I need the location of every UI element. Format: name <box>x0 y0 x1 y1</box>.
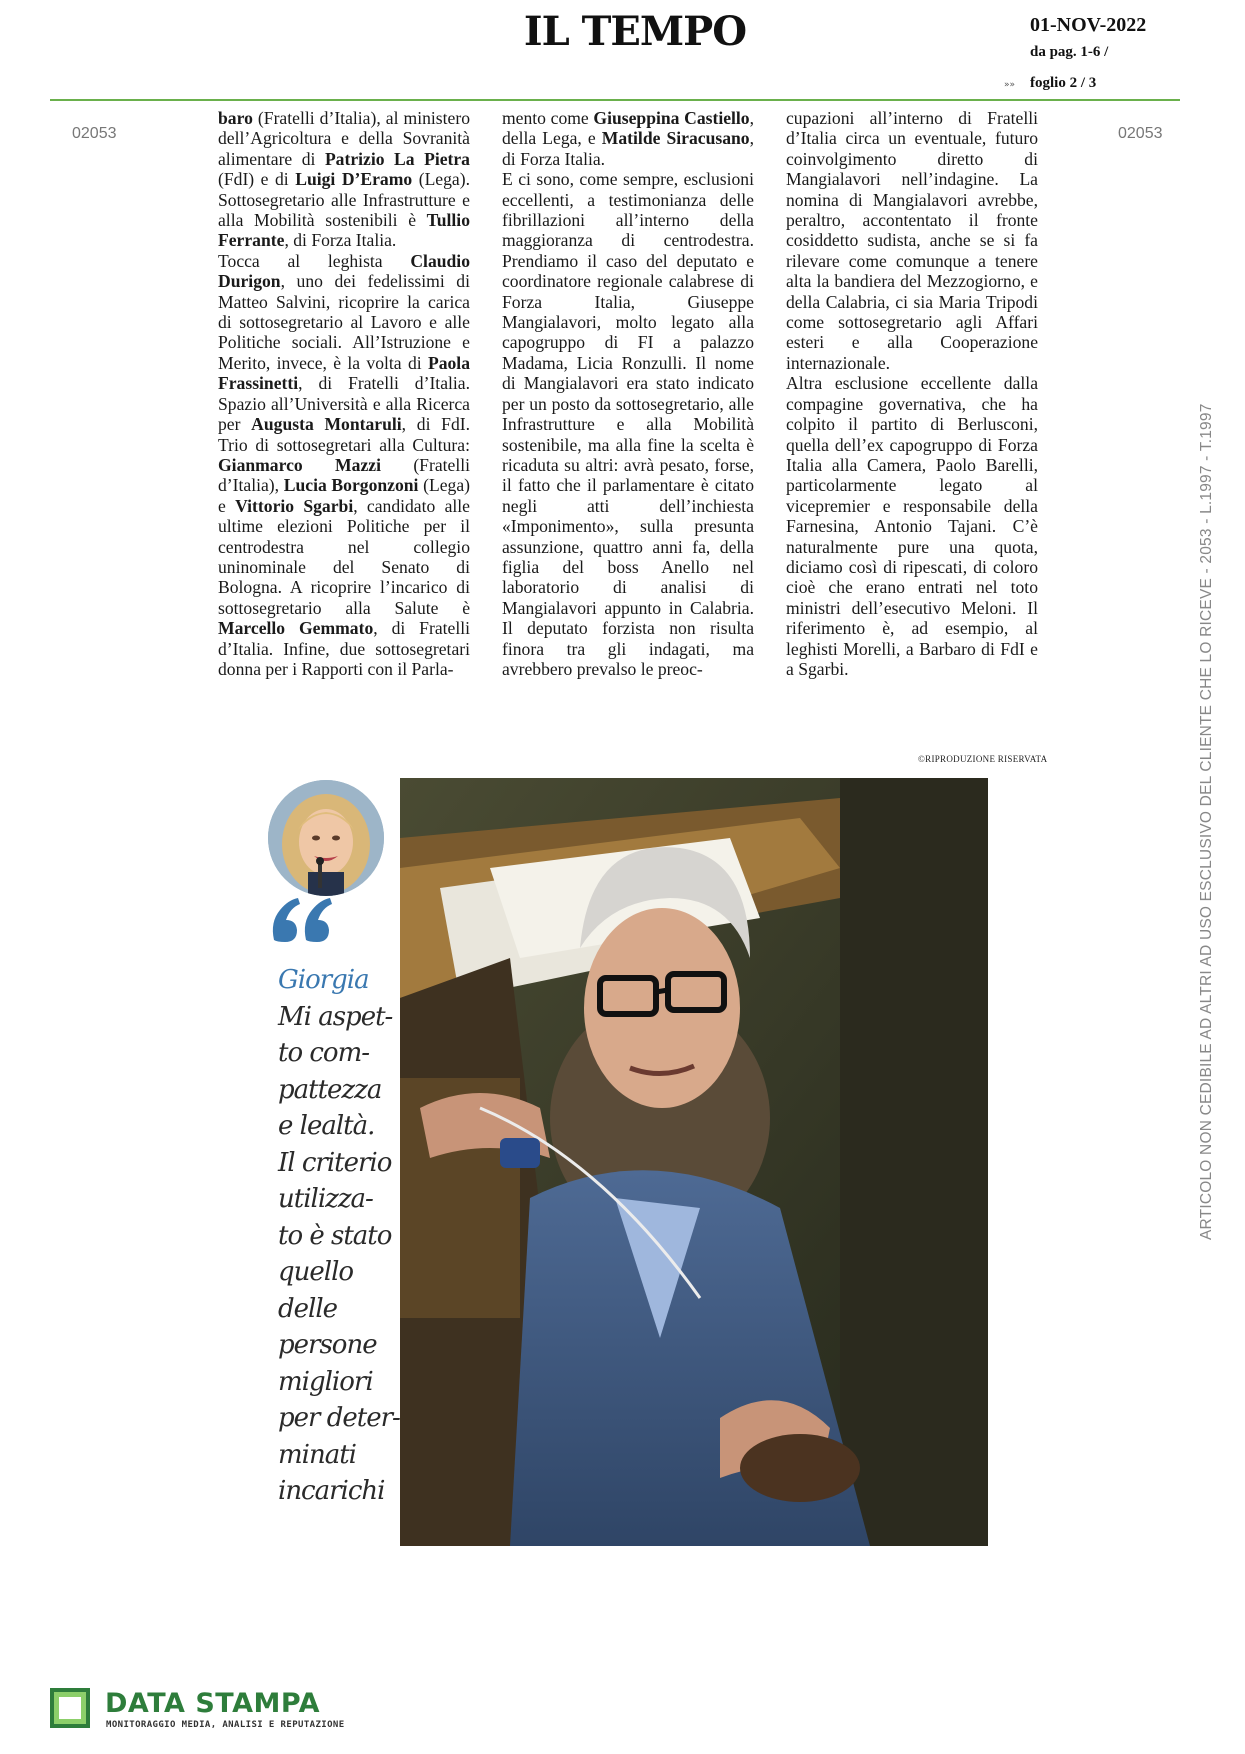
article-paragraph <box>218 251 470 680</box>
paragraph-text: (Fratelli d’Italia), <box>218 454 470 496</box>
quote-line: migliori <box>278 1366 373 1397</box>
article-paragraph <box>502 169 754 679</box>
person-name: Luigi D’Eramo <box>295 169 413 190</box>
article-paragraph <box>786 108 1038 373</box>
paragraph-text: (Lega). Sottosegretario alle Infrastrutture e alla Mobilità sostenibili è <box>218 169 470 231</box>
quote-line: utilizza- <box>278 1184 373 1214</box>
copyright-notice: ©RIPRODUZIONE RISERVATA <box>918 754 1048 764</box>
data-stamp-logo-icon <box>50 1688 90 1728</box>
page-range: da pag. 1-6 / <box>1030 44 1109 60</box>
person-name: baro <box>218 108 253 128</box>
pull-quote <box>278 962 408 1510</box>
person-name: Augusta Montaruli <box>251 414 402 435</box>
person-name: Matilde Siracusano <box>601 128 750 149</box>
arrow-marks: »» <box>1004 80 1016 90</box>
quote-line: per deter- <box>278 1403 400 1433</box>
paragraph-text: , di Fratelli d’Italia. Infine, due sottosegretari donna per i Rapporti con il Parla- <box>218 618 470 679</box>
person-name: Gianmarco Mazzi <box>218 454 381 475</box>
data-stamp-tagline: MONITORAGGIO MEDIA, ANALISI E REPUTAZIONE <box>106 1720 345 1730</box>
article-column-1 <box>218 108 470 679</box>
article-column-2 <box>502 108 754 679</box>
quote-line: delle <box>278 1293 338 1324</box>
client-code-left: 02053 <box>72 125 117 142</box>
paragraph-text: (FdI) e di <box>218 169 296 190</box>
quote-line: to è stato <box>278 1220 392 1251</box>
paragraph-text: , di FdI. Trio di sottosegretari alla Cultura: <box>218 414 470 455</box>
article-paragraph <box>786 373 1038 679</box>
quote-line: minati <box>278 1439 356 1470</box>
paragraph-text: (Fratelli d’Italia), al ministero dell’Agricoltura e della Sovranità alimentare di <box>218 108 470 169</box>
paragraph-text: , di Forza Italia. <box>284 230 397 251</box>
person-name: Giuseppina Castiello <box>593 108 750 128</box>
person-name: Patrizio La Pietra <box>324 148 470 169</box>
quote-line: to com- <box>278 1038 370 1068</box>
person-name: Claudio Durigon <box>218 250 470 292</box>
paragraph-text: Tocca al leghista <box>218 250 411 271</box>
sheet-number: foglio 2 / 3 <box>1030 75 1097 91</box>
person-name: Vittorio Sgarbi <box>235 495 354 516</box>
quote-line: persone <box>278 1330 377 1360</box>
article-paragraph <box>502 108 754 169</box>
masthead-logo: IL TEMPO <box>523 8 747 55</box>
article-photo <box>400 778 988 1546</box>
paragraph-text: , di Fratelli d’Italia. Spazio all’Università e alla Ricerca per <box>218 373 470 435</box>
paragraph-text: , candidato alle ultime elezioni Politiche per il centrodestra nel collegio uninominale del Senato di Bologna. A ricoprire l’incarico di sottosegretario alla Salute è <box>218 495 470 618</box>
quote-line: Il criterio <box>278 1147 392 1178</box>
paragraph-text: , di Forza Italia. <box>502 128 754 169</box>
quote-line: quello <box>278 1257 354 1287</box>
quote-mark-icon <box>270 896 334 946</box>
quote-author: Giorgia <box>278 965 369 995</box>
article-column-3 <box>786 108 1038 679</box>
client-code-right: 02053 <box>1118 125 1163 142</box>
quote-line: Mi aspet- <box>278 1001 393 1032</box>
person-name: Lucia Borgonzoni <box>283 475 419 496</box>
paragraph-text: (Lega) e <box>218 475 470 516</box>
quote-line: pattezza <box>278 1074 382 1105</box>
person-name: Marcello Gemmato <box>218 618 374 639</box>
paragraph-text: mento come <box>502 108 594 128</box>
quote-line: e lealtà. <box>278 1111 375 1141</box>
paragraph-text: cupazioni all’interno di Fratelli d’Italia circa un eventuale, futuro coinvolgimento diretto di Mangialavori nell’indagine. La nomina di Mangialavori avrebbe, peraltro, accontentato il fronte cosiddetto sudista, anche se si fa rilevare come comunque a tenere alta la bandiera del Mezzogiorno, e della Calabria, ci sia Maria Tripodi come sottosegretario agli Affari esteri e alla Cooperazione internazionale. <box>786 108 1038 373</box>
publication-date: 01-NOV-2022 <box>1030 14 1147 36</box>
person-name: Paola Frassinetti <box>218 352 470 394</box>
avatar-photo <box>268 780 384 896</box>
data-stamp-logo-name: DATA STAMPA <box>105 1688 321 1719</box>
paragraph-text: , della Lega, e <box>502 108 755 149</box>
article-paragraph <box>218 108 470 251</box>
person-name: Tullio Ferrante <box>218 210 470 251</box>
quote-line: incarichi <box>278 1476 385 1506</box>
paragraph-text: Altra esclusione eccellente dalla compagine governativa, che ha colpito il partito di Berlusconi, quella dell’ex capogruppo di Forza Italia alla Camera, Paolo Barelli, particolarmente legato al vicepremier e responsabile della Farnesina, Antonio Tajani. C’è naturalmente pure una quota, diciamo così di ripescati, di coloro cioè che erano entrati nel toto ministri dell’esecutivo Meloni. Il riferimento è, ad esempio, al leghisti Morelli, a Barbaro di FdI e a Sgarbi. <box>786 373 1038 679</box>
header-rule <box>50 99 1180 101</box>
paragraph-text: , uno dei fedelissimi di Matteo Salvini, ricoprire la carica di sottosegretario al Lavoro e alle Politiche sociali. All’Istruzione e Merito, invece, è la volta di <box>218 271 470 373</box>
paragraph-text: E ci sono, come sempre, esclusioni eccellenti, a testimonianza delle fibrillazioni all’interno della maggioranza di centrodestra. Prendiamo il caso del deputato e coordinatore regionale calabrese di Forza Italia, Giuseppe Mangialavori, molto legato alla capogruppo di FI a palazzo Madama, Licia Ronzulli. Il nome di Mangialavori era stato indicato per un posto da sottosegretario, alle Infrastrutture e alla Mobilità sostenibile, ma alla fine la scelta è ricaduta su altri: avrà pesato, forse, il fatto che il parlamentare è citato negli atti dell’inchiesta «Imponimento», sulla presunta assunzione, quattro anni fa, della figlia del boss Anello nel laboratorio di analisi di Mangialavori appunto in Calabria. Il deputato forzista non risulta finora tra gli indagati, ma avrebbero prevalso le preoc- <box>502 169 754 679</box>
rights-sidebar-text: ARTICOLO NON CEDIBILE AD ALTRI AD USO ESCLUSIVO DEL CLIENTE CHE LO RICEVE - 2053 - L.1997 - T.1997 <box>1198 403 1215 1240</box>
